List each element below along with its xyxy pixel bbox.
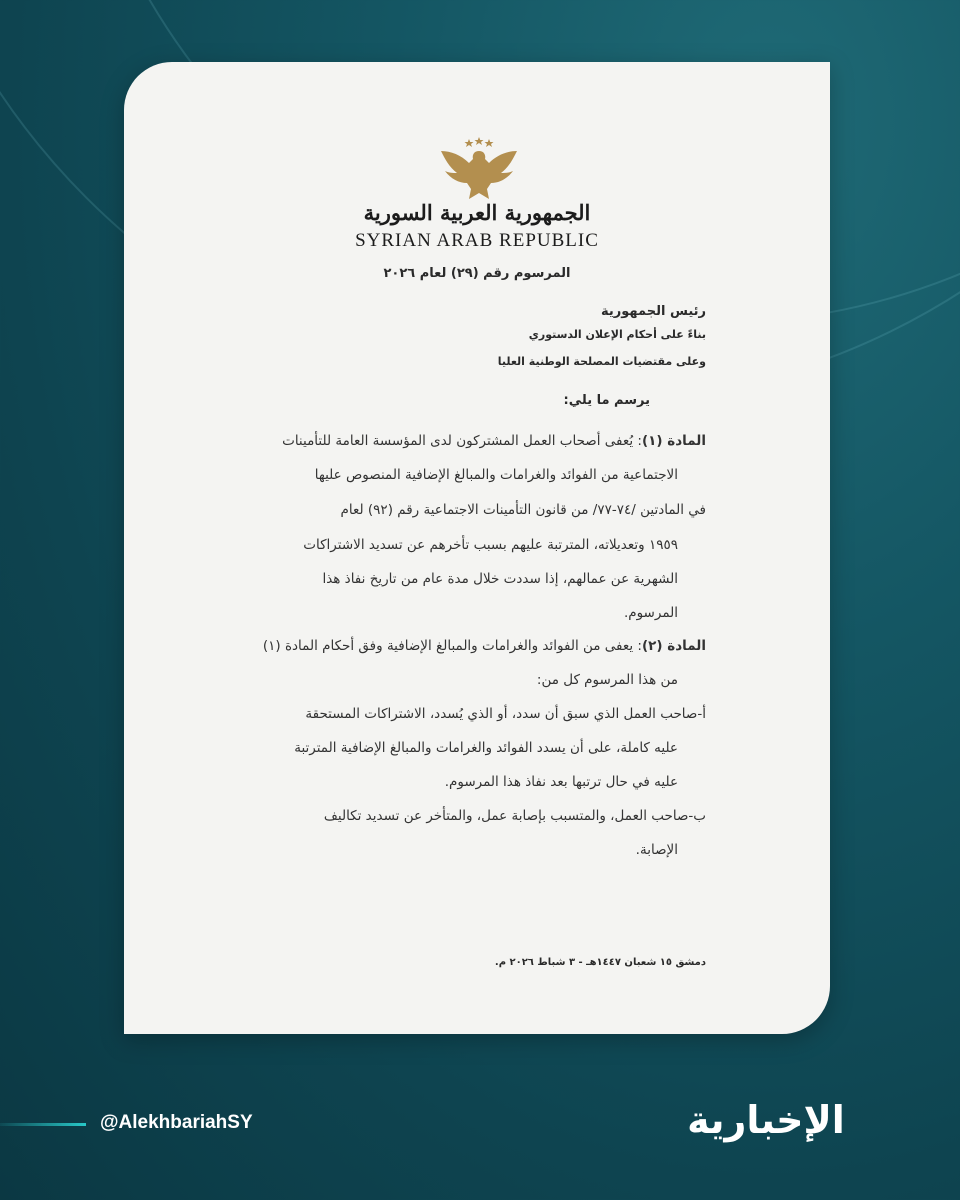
- issue-date: دمشق ١٥ شعبان ١٤٤٧هـ - ٣ شباط ٢٠٢٦ م.: [494, 957, 706, 968]
- social-handle: @AlekhbariahSY: [100, 1112, 253, 1133]
- republic-name-arabic: الجمهورية العربية السورية: [363, 200, 591, 225]
- based-on-line-2: وعلى مقتضيات المصلحة الوطنية العليا: [497, 355, 706, 368]
- article-2-line: عليه في حال ترتبها بعد نفاذ هذا المرسوم.: [444, 774, 678, 790]
- article-1-line: في المادتين /٧٤-٧٧/ من قانون التأمينات الاجتماعية رقم (٩٢) لعام: [340, 502, 706, 518]
- based-on-line-1: بناءً على أحكام الإعلان الدستوري: [528, 328, 706, 341]
- article-2-item-b: ب-صاحب العمل، والمتسبب بإصابة عمل، والمتأخر عن تسديد تكاليف: [323, 808, 706, 824]
- decrees-heading: يرسم ما يلي:: [563, 393, 650, 408]
- decree-document: [124, 62, 830, 1034]
- decree-title: المرسوم رقم (٢٩) لعام ٢٠٢٦: [383, 266, 571, 281]
- logo-text: الإخبارية: [687, 1098, 845, 1142]
- article-1-line: الشهرية عن عمالهم، إذا سددت خلال مدة عام من تاريخ نفاذ هذا: [322, 571, 678, 587]
- article-1-label: المادة (١): [641, 433, 706, 449]
- article-1-text: : يُعفى أصحاب العمل المشتركون لدى المؤسسة العامة للتأمينات: [282, 433, 642, 449]
- article-2-label: المادة (٢): [641, 638, 706, 654]
- article-2-item-a: أ-صاحب العمل الذي سبق أن سدد، أو الذي يُسدد، الاشتراكات المستحقة: [305, 706, 706, 722]
- article-1-line: ١٩٥٩ وتعديلاته، المترتبة عليهم بسبب تأخرهم عن تسديد الاشتراكات: [303, 537, 678, 553]
- article-1-line: المرسوم.: [623, 605, 678, 621]
- handle-accent-line: [0, 1123, 86, 1126]
- article-1-first-line: [282, 433, 706, 449]
- article-2-line: من هذا المرسوم كل من:: [536, 672, 678, 688]
- republic-name-english: SYRIAN ARAB REPUBLIC: [355, 230, 599, 251]
- article-2-line: الإصابة.: [635, 842, 678, 858]
- president-heading: رئيس الجمهورية: [601, 304, 706, 319]
- article-2-first-line: [263, 638, 706, 654]
- article-1-line: الاجتماعية من الفوائد والغرامات والمبالغ الإضافية المنصوص عليها: [314, 467, 678, 483]
- alekhbariah-logo: [676, 1080, 856, 1160]
- eagle-emblem-icon: [439, 137, 519, 201]
- article-2-line: عليه كاملة، على أن يسدد الفوائد والغرامات والمبالغ الإضافية المترتبة: [294, 740, 678, 756]
- article-2-text: : يعفى من الفوائد والغرامات والمبالغ الإضافية وفق أحكام المادة (١): [262, 638, 642, 654]
